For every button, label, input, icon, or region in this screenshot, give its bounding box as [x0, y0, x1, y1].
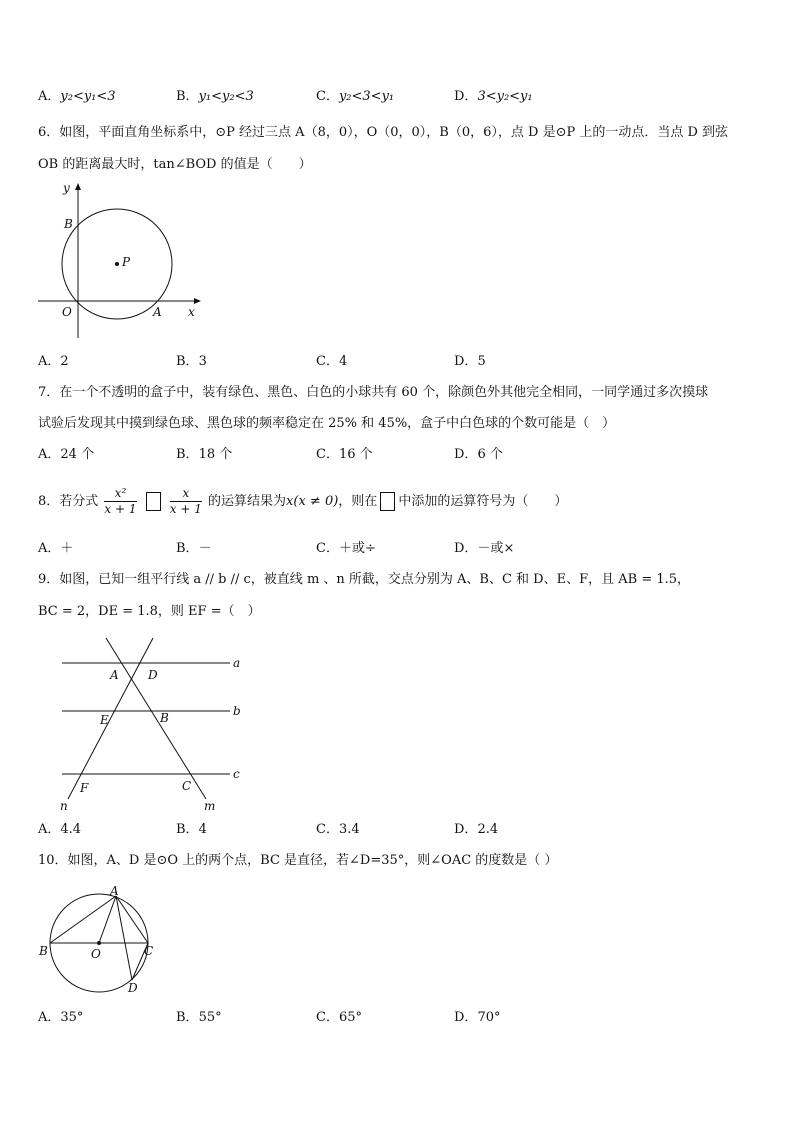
- q8-option-c: C．＋或÷: [316, 541, 376, 556]
- q10-segment-ab: [50, 896, 116, 943]
- q9-line-n: [68, 638, 153, 799]
- q9-label-f: F: [80, 781, 89, 795]
- q10-option-d: D．70°: [454, 1010, 501, 1025]
- q10-options: [38, 1009, 758, 1027]
- q6-stem-line1: 6．如图，平面直角坐标系中，⊙P 经过三点 A（8，0），O（0，0），B（0，6），点 D 是⊙P 上的一动点．当点 D 到弦: [38, 125, 729, 140]
- q6-option-d: D．5: [454, 354, 486, 369]
- q9-stem-line2: BC = 2，DE = 1.8，则 EF =（ ）: [38, 604, 261, 619]
- q9-stem-line1: 9．如图，已知一组平行线 a // b // c，被直线 m 、n 所截，交点分别为 A、B、C 和 D、E、F，且 AB = 1.5，: [38, 572, 691, 587]
- q7-stem-line1: 7．在一个不透明的盒子中，装有绿色、黑色、白色的小球共有 60 个，除颜色外其他完全相同，一同学通过多次摸球: [38, 385, 709, 400]
- q7-option-b: B．18 个: [176, 447, 233, 462]
- q9-option-c: C．3.4: [316, 822, 360, 837]
- q7-options: [38, 446, 758, 464]
- q7-stem-line2: 试验后发现其中摸到绿色球、黑色球的频率稳定在 25% 和 45%，盒子中白色球的个数可能是（ ）: [38, 416, 616, 431]
- q9-option-a: A．4.4: [38, 822, 82, 837]
- q6-option-b: B．3: [176, 354, 207, 369]
- q6-stem-line2: OB 的距离最大时，tan∠BOD 的值是（ ）: [38, 157, 312, 172]
- q9-figure: [56, 636, 252, 814]
- q6-label-y: y: [63, 181, 70, 195]
- q9-label-n: n: [60, 799, 68, 813]
- q6-point-p: [115, 262, 119, 266]
- q8-option-d: D．－或×: [454, 541, 515, 556]
- q9-options: [38, 821, 758, 839]
- q9-label-c-line: c: [233, 767, 240, 781]
- q9-option-d: D．2.4: [454, 822, 499, 837]
- q9-label-m: m: [204, 799, 216, 813]
- q9-line-m: [106, 638, 206, 799]
- q6-options: [38, 353, 758, 371]
- q5-option-d: D．3<y₂<y₁: [454, 89, 533, 104]
- q9-option-b: B．4: [176, 822, 207, 837]
- q5-option-b: B．y₁<y₂<3: [176, 89, 254, 104]
- q10-option-a: A．35°: [38, 1010, 84, 1025]
- q8-fraction-2: $\frac{x}{x + 1}$: [169, 486, 202, 516]
- q9-label-c: C: [182, 779, 192, 793]
- q8-option-a: A．＋: [38, 541, 74, 556]
- q6-option-c: C．4: [316, 354, 348, 369]
- q8-option-b: B．－: [176, 541, 212, 556]
- q10-point-o: [97, 941, 101, 945]
- q10-label-a: A: [110, 884, 119, 898]
- q9-label-e: E: [100, 713, 109, 727]
- q6-label-x: x: [188, 305, 195, 319]
- q9-label-d: D: [148, 668, 158, 682]
- q7-option-a: A．24 个: [38, 447, 95, 462]
- q5-option-a: A．y₂<y₁<3: [38, 89, 116, 104]
- q9-label-b-line: b: [233, 704, 241, 718]
- q9-label-a: A: [110, 668, 119, 682]
- q6-option-a: A．2: [38, 354, 69, 369]
- q10-label-o: O: [91, 947, 101, 961]
- q8-fraction-1: $\frac{\text{x²}}{x + 1}$: [104, 486, 137, 516]
- q8-blank-box: [146, 492, 161, 511]
- q8-stem: 8．若分式 $\frac{\text{x²}}{x + 1}$ $\frac{x}{x + 1}$ 的运算结果为x(x ≠ 0)，则在 中添加的运算符号为（ ）: [38, 486, 568, 516]
- q6-label-o: O: [62, 305, 72, 319]
- q10-figure: [36, 884, 166, 996]
- q10-label-b: B: [39, 944, 48, 958]
- q10-label-c: C: [144, 944, 154, 958]
- q8-blank-box-ref: [380, 492, 395, 511]
- q10-option-c: C．65°: [316, 1010, 362, 1025]
- q6-label-a: A: [153, 305, 162, 319]
- q7-option-c: C．16 个: [316, 447, 373, 462]
- q6-label-p: P: [122, 255, 131, 269]
- q10-segment-ao: [99, 896, 116, 943]
- q10-stem: 10．如图，A、D 是⊙O 上的两个点，BC 是直径，若∠D=35°，则∠OAC 的度数是（ ）: [38, 853, 558, 868]
- q10-label-d: D: [128, 981, 138, 995]
- q8-options: [38, 540, 758, 558]
- q5-option-c: C．y₂<3<y₁: [316, 89, 395, 104]
- q9-label-b: B: [160, 711, 169, 725]
- q7-option-d: D．6 个: [454, 447, 503, 462]
- q10-option-b: B．55°: [176, 1010, 222, 1025]
- q9-label-a-line: a: [233, 656, 241, 670]
- q5-options: [38, 88, 758, 106]
- q6-label-b: B: [64, 217, 73, 231]
- q6-figure: [36, 178, 206, 344]
